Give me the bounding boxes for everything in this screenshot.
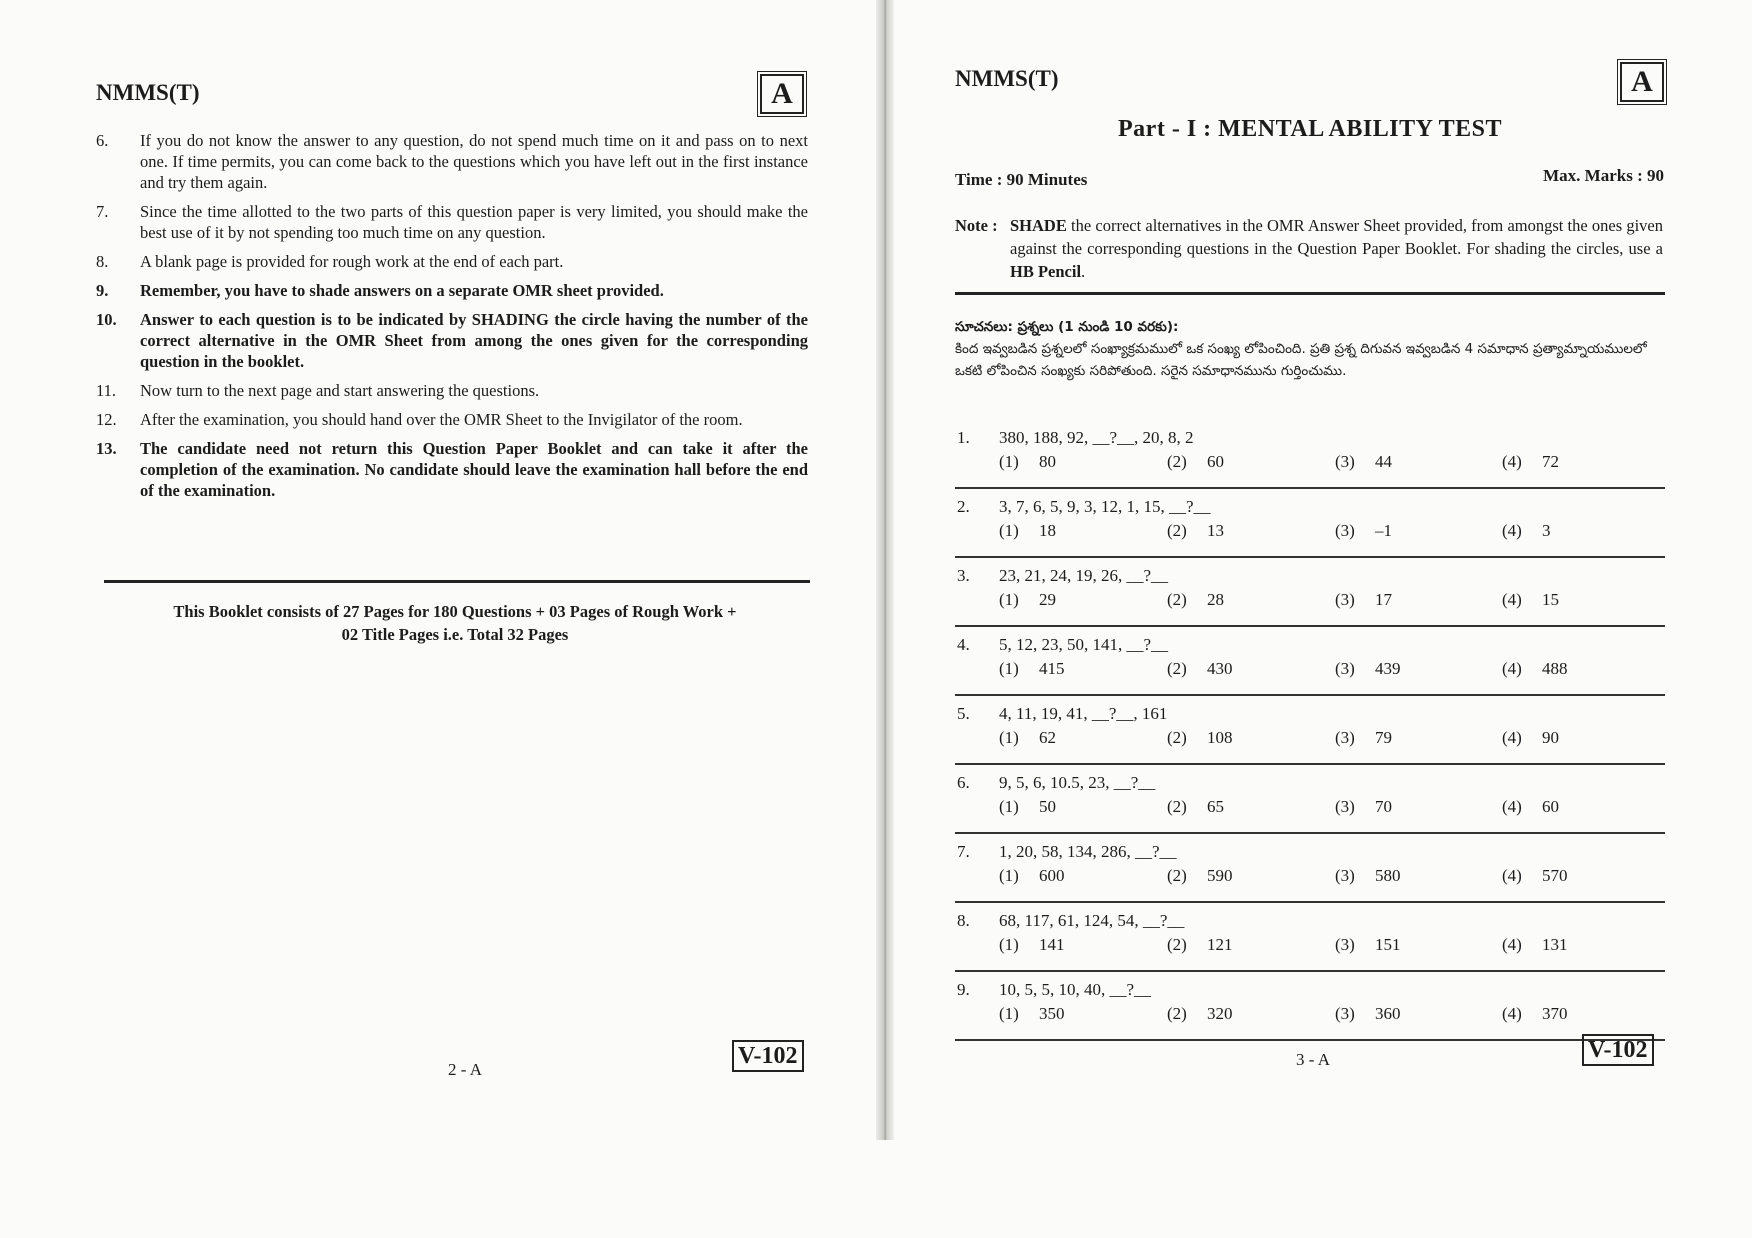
option-label: (2) [1167,935,1187,954]
instruction-item [96,438,808,501]
instruction-item [96,201,808,243]
option-label: (2) [1167,521,1187,540]
option-1 [999,452,1056,472]
question-number: 3. [957,566,970,585]
option-label: (3) [1335,521,1355,540]
option-value: 79 [1375,728,1392,747]
instruction-text: After the examination, you should hand over the OMR Sheet to the Invigilator of the room. [140,410,743,429]
option-label: (2) [1167,866,1187,885]
option-value: 141 [1039,935,1065,954]
option-label: (3) [1335,1004,1355,1023]
option-label: (4) [1502,659,1522,678]
question-series: 4, 11, 19, 41, __?__, 161 [999,704,1168,723]
instruction-item [96,280,808,301]
telugu-heading: సూచనలు: ప్రశ్నలు (1 నుండి 10 వరకు): [955,319,1179,335]
note-end: . [1081,262,1086,281]
instruction-number: 7. [96,202,109,221]
option-value: 488 [1542,659,1568,678]
option-3 [1335,659,1401,679]
option-label: (2) [1167,797,1187,816]
option-label: (3) [1335,728,1355,747]
option-label: (1) [999,659,1019,678]
option-label: (1) [999,521,1019,540]
option-value: 370 [1542,1004,1568,1023]
option-value: 65 [1207,797,1224,816]
option-label: (2) [1167,452,1187,471]
option-value: 90 [1542,728,1559,747]
question-series: 9, 5, 6, 10.5, 23, __?__ [999,773,1156,792]
option-label: (2) [1167,1004,1187,1023]
option-3 [1335,797,1392,817]
option-label: (3) [1335,590,1355,609]
option-1 [999,728,1056,748]
option-label: (4) [1502,797,1522,816]
option-3 [1335,866,1401,886]
option-value: 580 [1375,866,1401,885]
option-4 [1502,452,1559,472]
question-series: 3, 7, 6, 5, 9, 3, 12, 1, 15, __?__ [999,497,1211,516]
time-label: Time : 90 Minutes [955,170,1088,189]
option-3 [1335,521,1392,541]
note-block [955,214,1663,283]
option-value: 570 [1542,866,1568,885]
option-value: 18 [1039,521,1056,540]
option-2 [1167,866,1233,886]
option-4 [1502,728,1559,748]
instruction-number: 10. [96,310,117,329]
option-value: 415 [1039,659,1065,678]
option-3 [1335,452,1392,472]
right-divider [955,292,1665,295]
option-label: (4) [1502,728,1522,747]
instruction-item [96,309,808,372]
question-number: 2. [957,497,970,516]
option-2 [1167,659,1233,679]
option-value: 131 [1542,935,1568,954]
option-label: (2) [1167,659,1187,678]
question-number: 6. [957,773,970,792]
option-1 [999,797,1056,817]
option-value: 72 [1542,452,1559,471]
question-series: 23, 21, 24, 19, 26, __?__ [999,566,1169,585]
instruction-text: The candidate need not return this Question Paper Booklet and can take it after the completion of the examination. No candidate should leave the examination hall before the end of the examination. [140,439,808,500]
question-item [955,556,1665,627]
option-value: 350 [1039,1004,1065,1023]
right-paper-code: V-102 [1582,1034,1654,1066]
instruction-item [96,251,808,272]
option-2 [1167,797,1224,817]
option-3 [1335,728,1392,748]
instruction-item [96,380,808,401]
option-2 [1167,1004,1233,1024]
telugu-text: కింద ఇవ్వబడిన ప్రశ్నలలో సంఖ్యాక్రమములో ఒక సంఖ్య లోపించింది. ప్రతి ప్రశ్న దిగువన ఇవ్వబడిన 4 సమాధాన ప్రత్యామ్నాయములలో ఒకటి లోపించిన సంఖ్యకు సరిపోతుంది. సరైన సమాధానమును గుర్తించుము. [955,341,1647,379]
booklet-info-line2: 02 Title Pages i.e. Total 32 Pages [341,625,569,644]
question-item [955,418,1665,489]
left-divider [104,580,810,583]
note-shade: SHADE [1010,216,1067,235]
left-header: NMMS(T) [96,80,200,105]
option-label: (4) [1502,590,1522,609]
option-label: (2) [1167,728,1187,747]
option-1 [999,590,1056,610]
telugu-instructions [955,316,1663,382]
option-label: (1) [999,935,1019,954]
right-set-code-box: A [1620,62,1664,102]
note-body [955,214,1663,283]
question-number: 8. [957,911,970,930]
left-paper-code: V-102 [732,1040,804,1072]
instruction-item [96,130,808,193]
right-page-number: 3 - A [1296,1050,1330,1069]
question-item [955,901,1665,972]
booklet-info-line1: This Booklet consists of 27 Pages for 180 Questions + 03 Pages of Rough Work + [173,602,737,621]
option-label: (1) [999,590,1019,609]
instruction-number: 6. [96,131,109,150]
question-item [955,694,1665,765]
instruction-text: Remember, you have to shade answers on a separate OMR sheet provided. [140,281,664,300]
note-text: the correct alternatives in the OMR Answer Sheet provided, from amongst the ones given against the corresponding questions in the Question Paper Booklet. For shading the circles, use a [1010,216,1663,258]
option-2 [1167,728,1233,748]
option-value: 80 [1039,452,1056,471]
option-2 [1167,452,1224,472]
instruction-item [96,409,808,430]
option-value: 15 [1542,590,1559,609]
instructions-list [96,130,808,509]
instruction-number: 9. [96,281,109,300]
option-value: 29 [1039,590,1056,609]
option-4 [1502,935,1568,955]
option-1 [999,1004,1065,1024]
option-value: 108 [1207,728,1233,747]
question-number: 4. [957,635,970,654]
question-item [955,625,1665,696]
option-value: 13 [1207,521,1224,540]
option-label: (1) [999,797,1019,816]
question-number: 5. [957,704,970,723]
instruction-text: Now turn to the next page and start answering the questions. [140,381,540,400]
option-label: (4) [1502,452,1522,471]
option-value: 28 [1207,590,1224,609]
option-label: (2) [1167,590,1187,609]
option-value: –1 [1375,521,1392,540]
option-value: 17 [1375,590,1392,609]
option-label: (3) [1335,659,1355,678]
question-series: 5, 12, 23, 50, 141, __?__ [999,635,1169,654]
note-pencil: HB Pencil [1010,262,1082,281]
option-value: 600 [1039,866,1065,885]
option-value: 50 [1039,797,1056,816]
option-label: (1) [999,1004,1019,1023]
option-label: (3) [1335,797,1355,816]
option-3 [1335,935,1401,955]
option-4 [1502,659,1568,679]
option-value: 3 [1542,521,1551,540]
question-item [955,832,1665,903]
option-value: 70 [1375,797,1392,816]
question-item [955,763,1665,834]
question-number: 7. [957,842,970,861]
option-1 [999,521,1056,541]
question-item [955,487,1665,558]
question-series: 10, 5, 5, 10, 40, __?__ [999,980,1152,999]
option-label: (1) [999,866,1019,885]
option-4 [1502,866,1568,886]
option-value: 44 [1375,452,1392,471]
option-value: 360 [1375,1004,1401,1023]
option-1 [999,935,1065,955]
option-value: 590 [1207,866,1233,885]
option-label: (1) [999,728,1019,747]
question-number: 1. [957,428,970,447]
option-1 [999,866,1065,886]
option-value: 320 [1207,1004,1233,1023]
option-3 [1335,590,1392,610]
option-1 [999,659,1065,679]
option-value: 60 [1207,452,1224,471]
option-4 [1502,797,1559,817]
option-label: (3) [1335,452,1355,471]
note-label: Note : [955,216,998,235]
option-2 [1167,935,1233,955]
instruction-text: Answer to each question is to be indicated by SHADING the circle having the number of the correct alternative in the OMR Sheet from among the ones given for the corresponding question in the booklet. [140,310,808,371]
option-4 [1502,1004,1568,1024]
question-number: 9. [957,980,970,999]
option-label: (4) [1502,521,1522,540]
right-header: NMMS(T) [955,66,1059,91]
instruction-text: A blank page is provided for rough work at the end of each part. [140,252,564,271]
instruction-text: Since the time allotted to the two parts of this question paper is very limited, you should make the best use of it by not spending too much time on any question. [140,202,808,242]
left-page-number: 2 - A [448,1060,482,1079]
option-2 [1167,590,1224,610]
option-label: (4) [1502,935,1522,954]
option-label: (4) [1502,866,1522,885]
instruction-text: If you do not know the answer to any question, do not spend much time on it and pass on to next one. If time permits, you can come back to the questions which you have left out in the first instance and try them again. [140,131,808,192]
option-value: 151 [1375,935,1401,954]
option-label: (3) [1335,935,1355,954]
option-label: (3) [1335,866,1355,885]
option-value: 60 [1542,797,1559,816]
option-value: 121 [1207,935,1233,954]
option-value: 430 [1207,659,1233,678]
option-label: (1) [999,452,1019,471]
instruction-number: 11. [96,381,117,400]
booklet-info [110,600,800,646]
question-series: 68, 117, 61, 124, 54, __?__ [999,911,1185,930]
option-3 [1335,1004,1401,1024]
option-4 [1502,521,1551,541]
left-set-code-box: A [760,74,804,114]
page-fold [876,0,894,1140]
max-marks-label: Max. Marks : 90 [1543,166,1664,185]
question-series: 380, 188, 92, __?__, 20, 8, 2 [999,428,1194,447]
option-value: 439 [1375,659,1401,678]
option-value: 62 [1039,728,1056,747]
option-2 [1167,521,1224,541]
question-item [955,970,1665,1041]
option-4 [1502,590,1559,610]
test-title: Part - I : MENTAL ABILITY TEST [1118,116,1502,142]
instruction-number: 8. [96,252,109,271]
instruction-number: 13. [96,439,117,458]
question-series: 1, 20, 58, 134, 286, __?__ [999,842,1177,861]
option-label: (4) [1502,1004,1522,1023]
instruction-number: 12. [96,410,117,429]
